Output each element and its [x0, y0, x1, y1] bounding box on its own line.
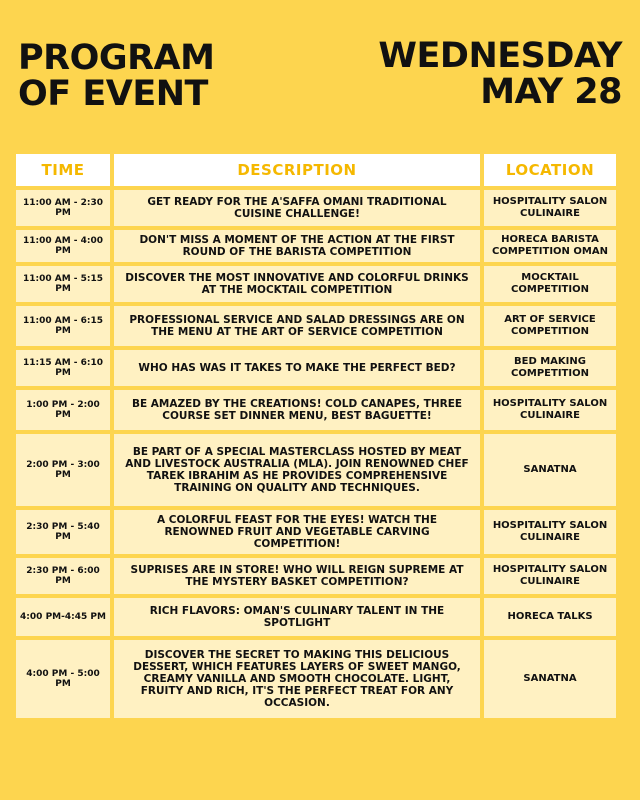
location-cell: HOSPITALITY SALON CULINAIRE [484, 190, 616, 226]
location-cell: ART OF SERVICE COMPETITION [484, 306, 616, 346]
event-date [378, 38, 622, 110]
description-cell: BE AMAZED BY THE CREATIONS! COLD CANAPES, THREE COURSE SET DINNER MENU, BEST BAGUETTE! [114, 390, 480, 430]
time-cell: 11:15 AM - 6:10 PM [16, 350, 110, 386]
title-line-1: PROGRAM [18, 38, 215, 78]
description-cell: SUPRISES ARE IN STORE! WHO WILL REIGN SUPREME AT THE MYSTERY BASKET COMPETITION? [114, 558, 480, 594]
description-cell: RICH FLAVORS: OMAN'S CULINARY TALENT IN THE SPOTLIGHT [114, 598, 480, 636]
time-cell: 2:30 PM - 5:40 PM [16, 510, 110, 554]
table-row [16, 434, 616, 506]
table-row [16, 350, 616, 386]
table-row [16, 640, 616, 718]
description-cell: DISCOVER THE SECRET TO MAKING THIS DELICIOUS DESSERT, WHICH FEATURES LAYERS OF SWEET MANGO, CREAMY VANILLA AND SMOOTH CHOCOLATE. LIGHT, FRUITY AND RICH, IT'S THE PERFECT TREAT FOR ANY OCCASION. [114, 640, 480, 718]
schedule-table [12, 150, 620, 722]
location-cell: SANATNA [484, 434, 616, 506]
time-cell: 11:00 AM - 5:15 PM [16, 266, 110, 302]
location-cell: HOSPITALITY SALON CULINAIRE [484, 390, 616, 430]
schedule-header [16, 154, 616, 186]
column-header-location: LOCATION [484, 154, 616, 186]
time-cell: 2:00 PM - 3:00 PM [16, 434, 110, 506]
event-day: WEDNESDAY [378, 36, 622, 76]
location-cell: HORECA BARISTA COMPETITION OMAN [484, 230, 616, 262]
column-header-description: DESCRIPTION [114, 154, 480, 186]
title-line-2: OF EVENT [18, 74, 208, 114]
page-title [18, 40, 214, 112]
table-row [16, 190, 616, 226]
table-row [16, 306, 616, 346]
description-cell: WHO HAS WAS IT TAKES TO MAKE THE PERFECT BED? [114, 350, 480, 386]
location-cell: HOSPITALITY SALON CULINAIRE [484, 558, 616, 594]
header-row [16, 154, 616, 186]
location-cell: SANATNA [484, 640, 616, 718]
description-cell: DISCOVER THE MOST INNOVATIVE AND COLORFUL DRINKS AT THE MOCKTAIL COMPETITION [114, 266, 480, 302]
table-row [16, 510, 616, 554]
event-date-value: MAY 28 [480, 72, 622, 112]
column-header-time: TIME [16, 154, 110, 186]
time-cell: 1:00 PM - 2:00 PM [16, 390, 110, 430]
time-cell: 11:00 AM - 4:00 PM [16, 230, 110, 262]
time-cell: 11:00 AM - 2:30 PM [16, 190, 110, 226]
location-cell: HOSPITALITY SALON CULINAIRE [484, 510, 616, 554]
table-row [16, 230, 616, 262]
description-cell: BE PART OF A SPECIAL MASTERCLASS HOSTED BY MEAT AND LIVESTOCK AUSTRALIA (MLA). JOIN RENOWNED CHEF TAREK IBRAHIM AS HE PROVIDES COMPREHENSIVE TRAINING ON QUALITY AND TECHNIQUES. [114, 434, 480, 506]
table-row [16, 266, 616, 302]
description-cell: PROFESSIONAL SERVICE AND SALAD DRESSINGS ARE ON THE MENU AT THE ART OF SERVICE COMPETITION [114, 306, 480, 346]
location-cell: HORECA TALKS [484, 598, 616, 636]
table-row [16, 390, 616, 430]
location-cell: BED MAKING COMPETITION [484, 350, 616, 386]
location-cell: MOCKTAIL COMPETITION [484, 266, 616, 302]
description-cell: DON'T MISS A MOMENT OF THE ACTION AT THE FIRST ROUND OF THE BARISTA COMPETITION [114, 230, 480, 262]
description-cell: A COLORFUL FEAST FOR THE EYES! WATCH THE RENOWNED FRUIT AND VEGETABLE CARVING COMPETITION! [114, 510, 480, 554]
table-row [16, 558, 616, 594]
time-cell: 4:00 PM-4:45 PM [16, 598, 110, 636]
description-cell: GET READY FOR THE A'SAFFA OMANI TRADITIONAL CUISINE CHALLENGE! [114, 190, 480, 226]
time-cell: 11:00 AM - 6:15 PM [16, 306, 110, 346]
schedule-body [16, 190, 616, 718]
time-cell: 4:00 PM - 5:00 PM [16, 640, 110, 718]
table-row [16, 598, 616, 636]
time-cell: 2:30 PM - 6:00 PM [16, 558, 110, 594]
